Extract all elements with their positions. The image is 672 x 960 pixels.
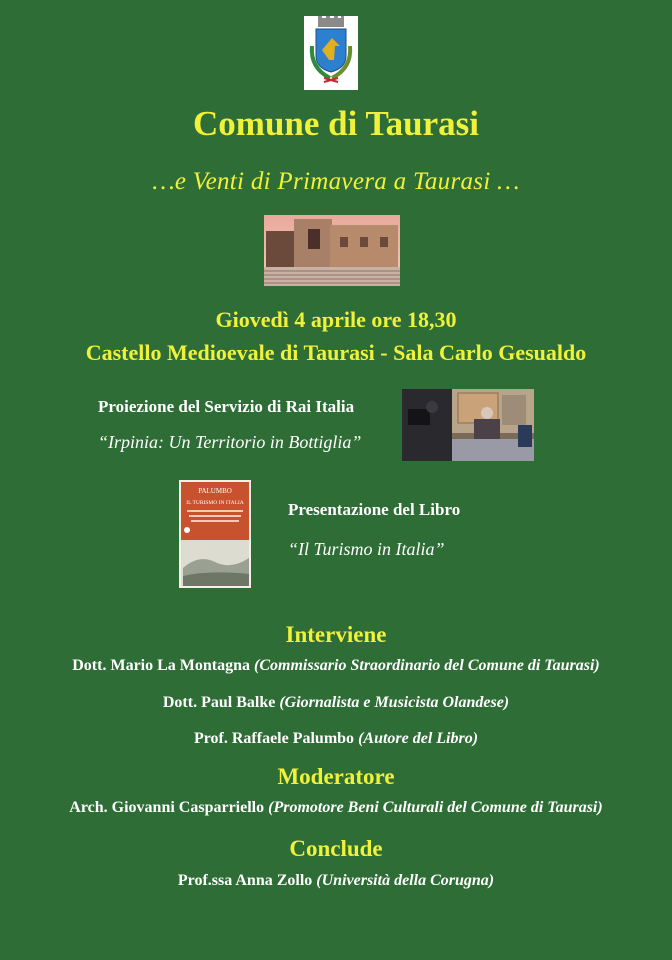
moderator-name: Arch. Giovanni Casparriello [69,799,265,816]
conclusion-heading: Conclude [289,836,383,861]
speaker-1 [0,657,672,675]
book-cover-author: PALUMBO [198,487,232,495]
speaker-2-role: (Giornalista e Musicista Olandese) [279,694,510,711]
moderator-role: (Promotore Beni Culturali del Comune di Taurasi) [268,799,603,816]
book-cover-title: IL TURISMO IN ITALIA [186,500,244,506]
speaker-2 [0,694,672,712]
speaker-1-role: (Commissario Straordinario del Comune di Taurasi) [254,657,600,674]
tv-interview-photo [402,389,534,461]
event-date: Giovedì 4 aprile ore 18,30 [215,307,457,332]
conclusion-speaker-role: (Università della Corugna) [316,872,495,889]
book-presentation-label: Presentazione del Libro [288,500,461,519]
conclusion-speaker [0,872,672,890]
projection-title: “Irpinia: Un Territorio in Bottiglia” [98,432,362,452]
event-venue: Castello Medioevale di Taurasi - Sala Carlo Gesualdo [85,340,587,365]
speaker-1-name: Dott. Mario La Montagna [72,657,251,674]
book-cover-image [179,480,251,588]
speaker-2-name: Dott. Paul Balke [162,694,276,711]
speaker-3-name: Prof. Raffaele Palumbo [193,730,355,747]
moderator-heading: Moderatore [277,764,395,789]
event-subtitle: …e Venti di Primavera a Taurasi … [152,168,520,195]
castle-stairs-photo [264,215,400,286]
page-title: Comune di Taurasi [193,104,479,143]
speaker-3 [0,730,672,748]
speaker-3-role: (Autore del Libro) [358,730,479,747]
moderator [0,799,672,817]
conclusion-speaker-name: Prof.ssa Anna Zollo [177,872,313,889]
book-title: “Il Turismo in Italia” [288,539,445,559]
projection-label: Proiezione del Servizio di Rai Italia [98,397,355,416]
speakers-heading: Interviene [285,622,387,647]
coat-of-arms [304,16,358,90]
